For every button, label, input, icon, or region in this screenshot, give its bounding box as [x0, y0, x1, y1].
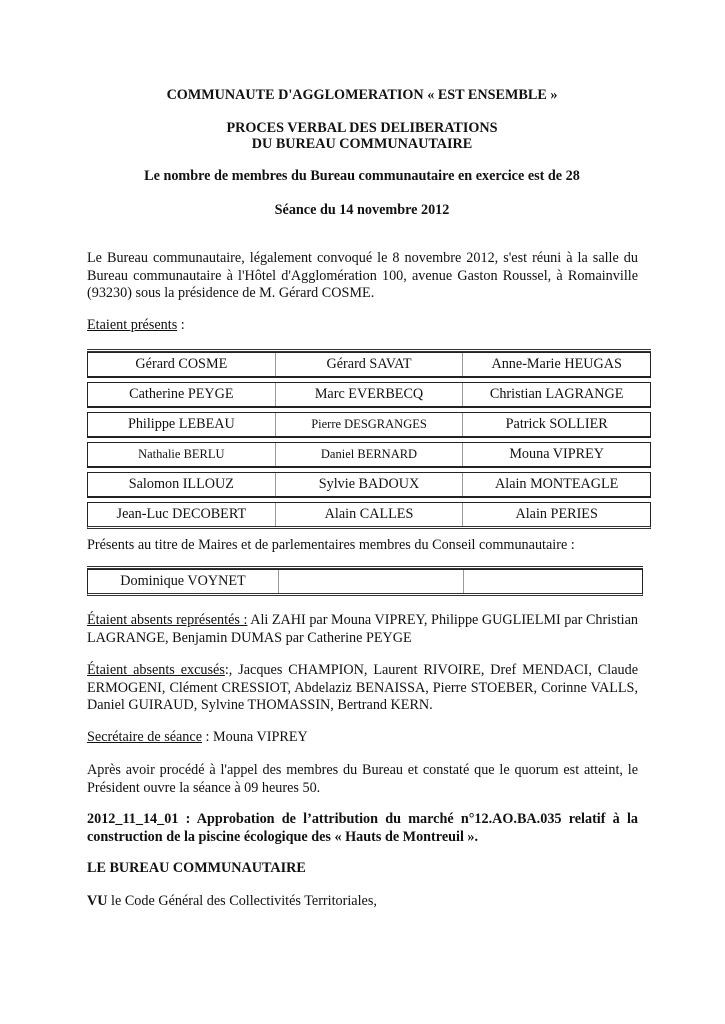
present-label: Etaient présents: [87, 317, 178, 333]
session-date: Séance du 14 novembre 2012: [274, 202, 450, 218]
vu-paragraph: [87, 893, 638, 911]
table-cell: Anne-Marie HEUGAS: [491, 356, 622, 372]
table-cell: Mouna VIPREY: [509, 446, 605, 462]
table-cell: Alain PERIES: [515, 506, 598, 522]
excused-text: :, Jacques CHAMPION, Laurent RIVOIRE, Dref MENDACI, Claude ERMOGENI, Clément CRESSIOT, Abdelaziz BENAISSA, Pierre STOEBER, Corinne VALLS, Daniel GUIRAUD, Sylvine THOMASSIN, Bertrand KERN.: [87, 662, 638, 713]
table-cell: Nathalie BERLU: [88, 443, 276, 466]
table-row: [87, 412, 651, 438]
table-cell: Alain MONTEAGLE: [495, 476, 619, 492]
vu-label: VU: [87, 893, 108, 909]
excused-label: Étaient absents excusés: [87, 662, 225, 678]
secretary-paragraph: [87, 729, 638, 747]
mayors-table: [87, 566, 643, 596]
vu-text: le Code Général des Collectivités Territoriales,: [107, 893, 377, 909]
table-cell: Pierre DESGRANGES: [276, 413, 464, 436]
excused-paragraph: [87, 662, 638, 715]
table-row: [87, 569, 643, 596]
mayors-heading: Présents au titre de Maires et de parlementaires membres du Conseil communautaire :: [87, 537, 575, 553]
table-cell: Gérard COSME: [88, 353, 276, 376]
represented-label: Étaient absents représentés :: [87, 612, 248, 628]
table-cell: Dominique VOYNET: [88, 570, 279, 593]
table-cell: Salomon ILLOUZ: [88, 473, 276, 496]
secretary-text: : Mouna VIPREY: [202, 729, 308, 745]
members-count: Le nombre de membres du Bureau communautaire en exercice est de 28: [144, 168, 580, 184]
table-cell: Catherine PEYGE: [88, 383, 276, 406]
table-cell: Alain CALLES: [276, 503, 464, 526]
bureau-heading: LE BUREAU COMMUNAUTAIRE: [87, 860, 306, 876]
intro-paragraph: Le Bureau communautaire, légalement convoqué le 8 novembre 2012, s'est réuni à la salle du Bureau communautaire à l'Hôtel d'Agglomération 100, avenue Gaston Roussel, à Romainville (93230) sous la présidence de M. Gérard COSME.: [87, 250, 638, 301]
present-suffix: :: [177, 317, 185, 333]
table-row: [87, 502, 651, 529]
secretary-label: Secrétaire de séance: [87, 729, 202, 745]
org-title: COMMUNAUTE D'AGGLOMERATION « EST ENSEMBLE »: [166, 87, 558, 103]
present-heading: [87, 317, 638, 335]
deliberation-title: 2012_11_14_01 : Approbation de l’attribution du marché n°12.AO.BA.035 relatif à la construction de la piscine écologique des « Hauts de Montreuil ».: [87, 811, 638, 845]
pv-title-2: DU BUREAU COMMUNAUTAIRE: [251, 136, 473, 152]
table-cell: [464, 570, 642, 593]
table-row: [87, 442, 651, 468]
represented-paragraph: [87, 612, 638, 647]
table-row: [87, 382, 651, 408]
present-table: [87, 349, 651, 529]
represented-text: Ali ZAHI par Mouna VIPREY, Philippe GUGLIELMI par Christian LAGRANGE, Benjamin DUMAS par Catherine PEYGE: [87, 612, 638, 646]
table-row: [87, 472, 651, 498]
table-cell: Christian LAGRANGE: [489, 386, 624, 402]
table-cell: Marc EVERBECQ: [276, 383, 464, 406]
table-cell: Patrick SOLLIER: [505, 416, 608, 432]
table-cell: Philippe LEBEAU: [88, 413, 276, 436]
table-cell: Daniel BERNARD: [276, 443, 464, 466]
table-cell: Gérard SAVAT: [276, 353, 464, 376]
quorum-paragraph: Après avoir procédé à l'appel des membres du Bureau et constaté que le quorum est atteint, le Président ouvre la séance à 09 heures 50.: [87, 762, 638, 796]
table-cell: Jean-Luc DECOBERT: [88, 503, 276, 526]
table-cell: Sylvie BADOUX: [276, 473, 464, 496]
table-row: [87, 352, 651, 378]
table-cell: [279, 570, 464, 593]
pv-title-1: PROCES VERBAL DES DELIBERATIONS: [226, 120, 498, 136]
